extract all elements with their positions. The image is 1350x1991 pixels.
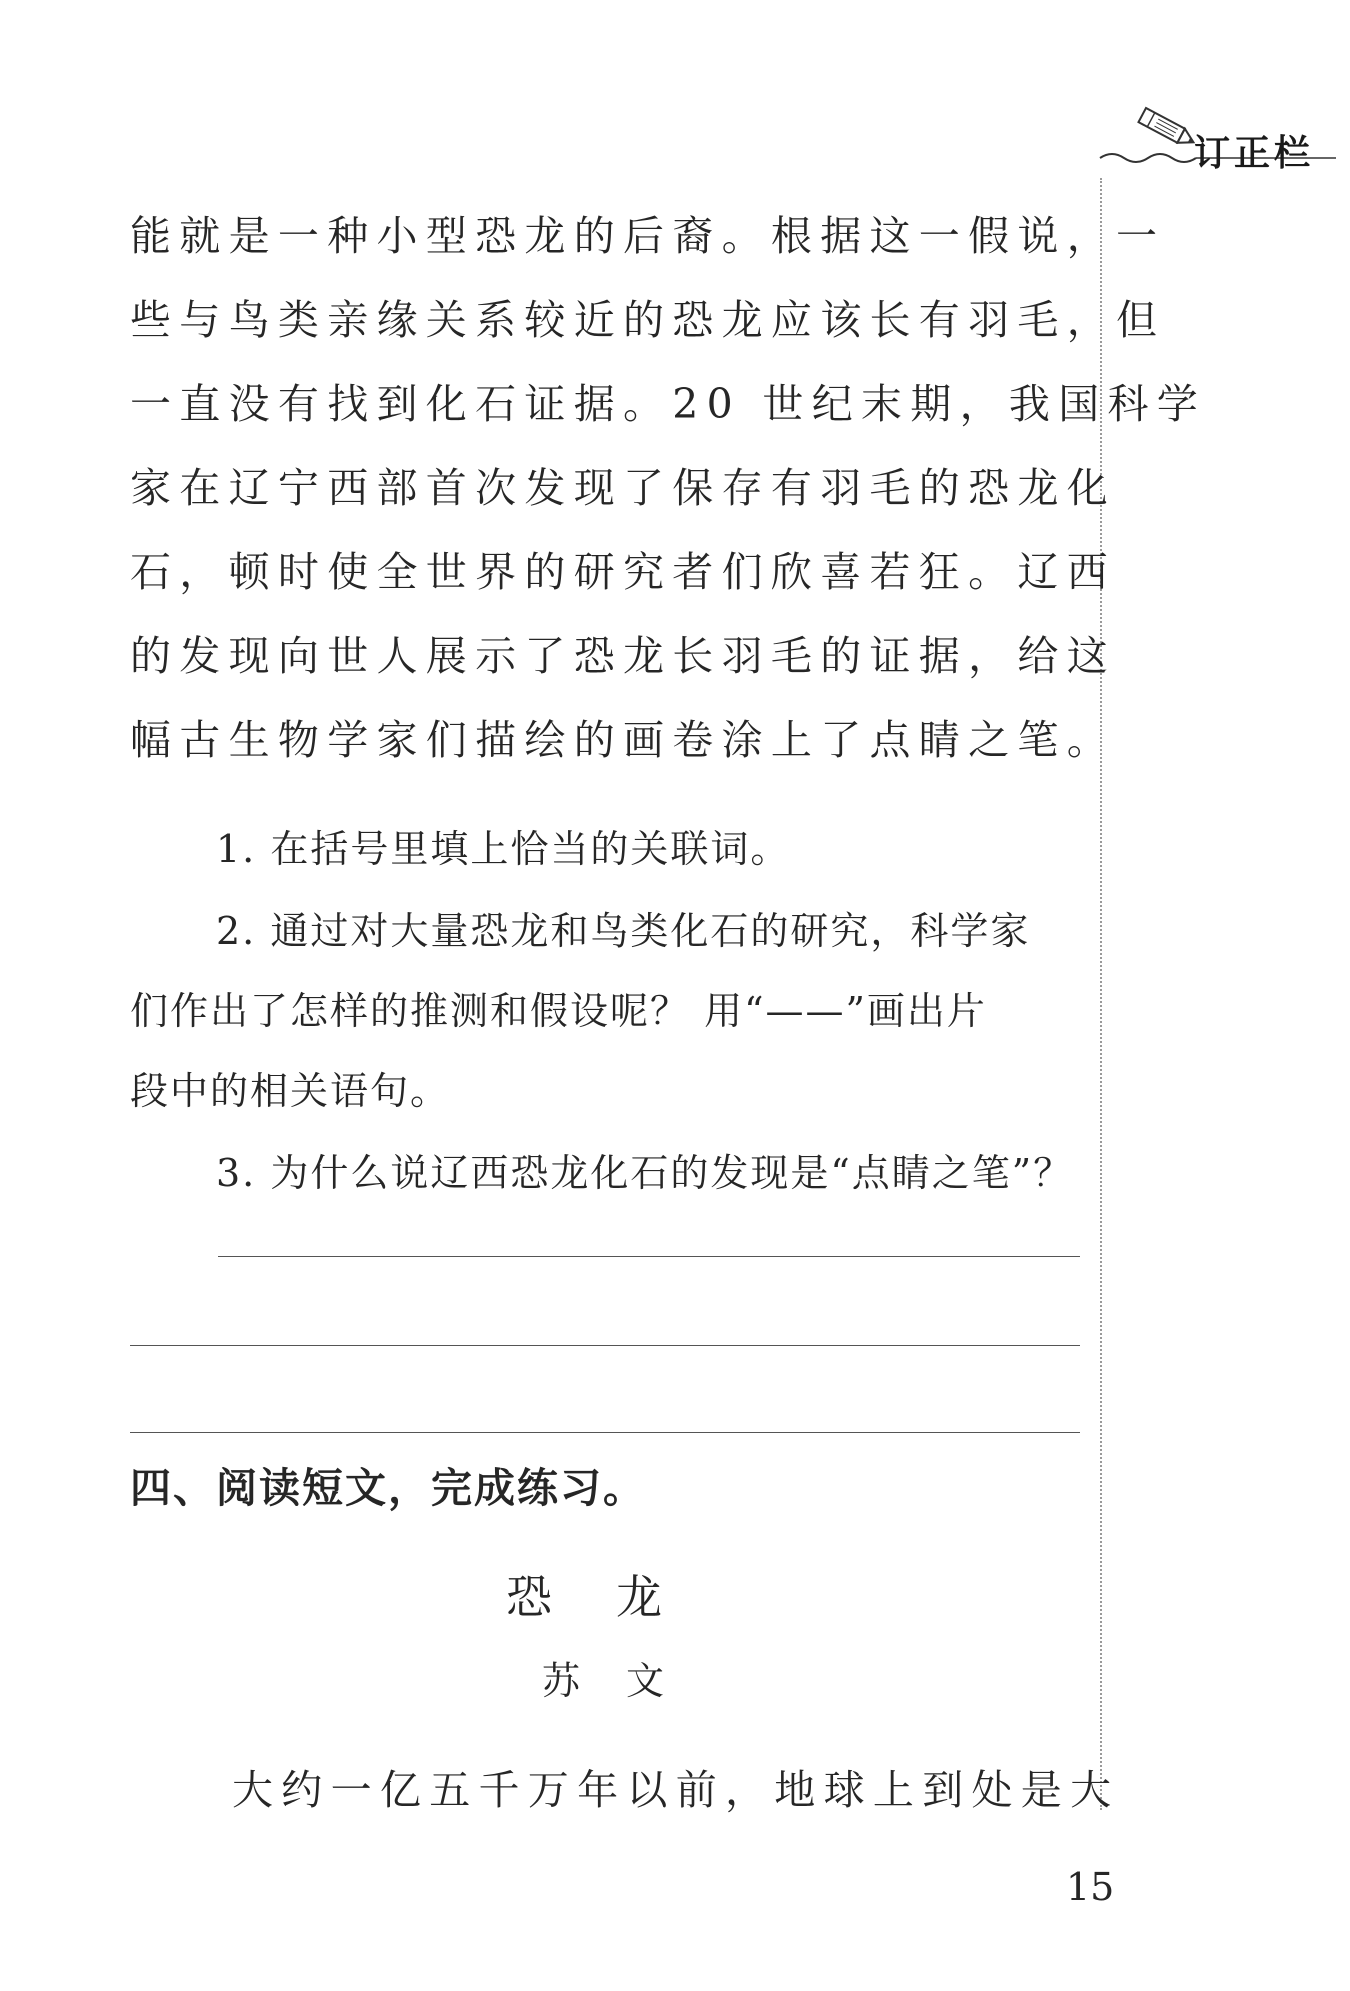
passage-line: 些与鸟类亲缘关系较近的恐龙应该长有羽毛，但: [130, 296, 1166, 344]
question-3: 3. 为什么说辽西恐龙化石的发现是“点睛之笔”？: [216, 1151, 1074, 1195]
passage-line: 幅古生物学家们描绘的画卷涂上了点睛之笔。: [130, 716, 1116, 764]
section-heading: 四、阅读短文，完成练习。: [130, 1464, 646, 1512]
question-1: 1. 在括号里填上恰当的关联词。: [216, 827, 791, 871]
article-text-line: 大约一亿五千万年以前，地球上到处是大: [232, 1766, 1120, 1814]
question-2: 2. 通过对大量恐龙和鸟类化石的研究，科学家: [216, 909, 1031, 953]
correction-column-title: 订正栏: [1194, 133, 1315, 174]
article-author: 苏文: [542, 1659, 711, 1703]
answer-line[interactable]: [130, 1432, 1080, 1433]
page-number: 15: [1066, 1865, 1115, 1909]
question-2-continued: 们作出了怎样的推测和假设呢？ 用“——”画出片: [130, 989, 987, 1033]
passage-line: 一直没有找到化石证据。20 世纪末期，我国科学: [130, 380, 1207, 428]
passage-line: 家在辽宁西部首次发现了保存有羽毛的恐龙化: [130, 464, 1116, 512]
passage-line: 能就是一种小型恐龙的后裔。根据这一假说，一: [130, 212, 1166, 260]
answer-line[interactable]: [218, 1256, 1080, 1257]
correction-column-header: [1098, 92, 1338, 172]
passage-line: 的发现向世人展示了恐龙长羽毛的证据，给这: [130, 632, 1116, 680]
passage-line: 石，顿时使全世界的研究者们欣喜若狂。辽西: [130, 548, 1116, 596]
answer-line[interactable]: [130, 1345, 1080, 1346]
question-2-continued: 段中的相关语句。: [130, 1069, 451, 1113]
article-title: 恐龙: [506, 1570, 726, 1624]
